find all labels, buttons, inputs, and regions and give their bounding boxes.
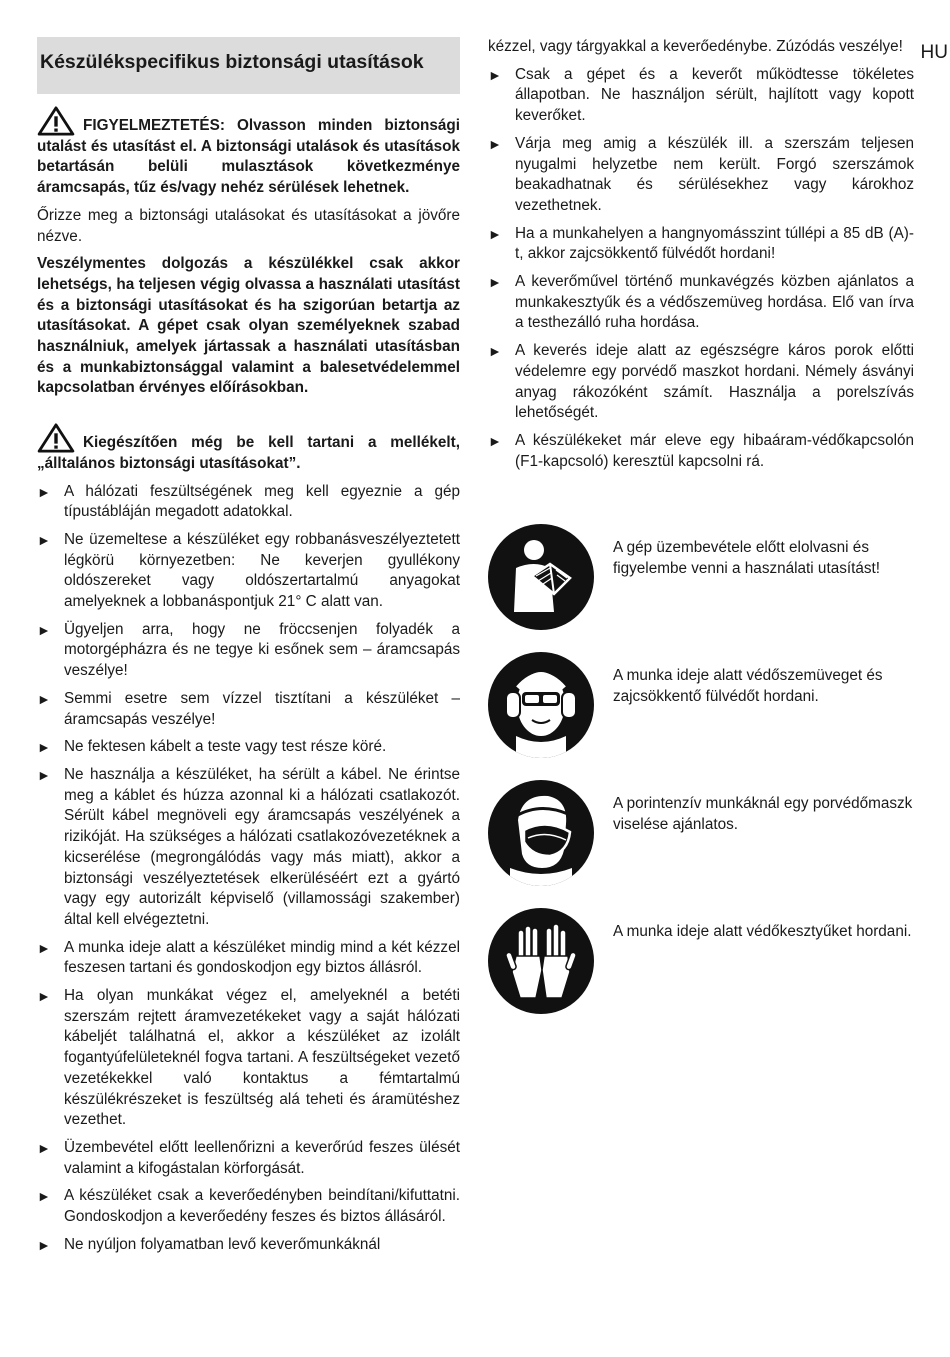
bullet-arrow-icon: ► [37, 939, 51, 956]
list-item: ► Ha a munkahelyen a hangnyomásszint túllépi a 85 dB (A)-t, akkor zajcsökkentő fülvédőt hordani! [488, 224, 914, 263]
list-item: ► A keverés ideje alatt az egészségre káros porok előtti védelemre egy porvédő maszkot hordani. Némely ásványi anyag rákozóként számít. Használja a porelszívás lehetőségét. [488, 342, 914, 422]
list-item: ► A keverőművel történő munkavégzés közben ajánlatos a munkakesztyűk és a védőszemüveg hordása. Elő van írva a testhezálló ruha hordása. [488, 273, 914, 332]
left-bullet-list [37, 482, 460, 1256]
symbol-text: A gép üzembevétele előtt elolvasni és figyelembe venni a használati utasítást! [613, 539, 881, 578]
bullet-arrow-icon: ► [37, 1139, 51, 1156]
bullet-arrow-icon: ► [37, 531, 51, 548]
right-bullet-list [488, 65, 914, 473]
list-item: ► Ne nyúljon folyamatban levő keverőmunkáknál [37, 1235, 460, 1256]
warning-label: FIGYELMEZTETÉS [83, 117, 220, 134]
bullet-arrow-icon: ► [488, 274, 502, 291]
general-safety-note: Kiegészítően még be kell tartani a mellékelt, „álltalános biztonsági utasításokat”. [37, 434, 460, 472]
bullet-arrow-icon: ► [488, 135, 502, 152]
section-title: Készülékspecifikus biztonsági utasítások [37, 37, 460, 94]
bullet-arrow-icon: ► [37, 766, 51, 783]
symbol-gloves [488, 908, 914, 1036]
bullet-arrow-icon: ► [37, 621, 51, 638]
warning-triangle-icon [37, 423, 75, 453]
bullet-arrow-icon: ► [37, 988, 51, 1005]
symbol-text: A munka ideje alatt védőszemüveget és zajcsökkentő fülvédőt hordani. [613, 667, 883, 706]
bullet-arrow-icon: ► [488, 225, 502, 242]
gloves-icon [488, 908, 594, 1014]
list-item: ► A készülékeket már eleve egy hibaáram-védőkapcsolón (F1-kapcsoló) keresztül kapcsolni rá. [488, 431, 914, 470]
list-item: ► A készüléket csak a keverőedényben beindítani/kifuttatni. Gondoskodjon a keverőedény feszes és biztos állásáról. [37, 1187, 460, 1226]
safe-work-paragraph: Veszélymentes dolgozás a készülékkel csak akkor lehetségs, ha teljesen végig olvassa a használati utasítást és a biztonsági utasításokat és ha szigorúan betartja az utasításokat. A gépet csak olyan személyeknek szabad használniuk, amelyek jártassak a használati utasításban és a munkabiztonsággal valamint a balesetvédelemmel kapcsolatban érvényes előírásokban. [37, 255, 460, 397]
list-item: ► Üzembevétel előtt leellenőrizni a keverőrúd feszes ülését valamint a kifogástalan körforgását. [37, 1138, 460, 1177]
bullet-arrow-icon: ► [488, 432, 502, 449]
symbol-text: A porintenzív munkáknál egy porvédőmaszk viselése ajánlatos. [613, 795, 913, 834]
symbol-goggles-earmuffs [488, 652, 914, 780]
bullet-arrow-icon: ► [37, 483, 51, 500]
continued-text: kézzel, vagy tárgyakkal a keverőedénybe. Zúzódás veszélye! [488, 38, 903, 55]
list-item: ► Csak a gépet és a keverőt működtesse tökéletes állapotban. Ne használjon sérült, hajlított vagy kopott keverőket. [488, 65, 914, 125]
bullet-arrow-icon: ► [37, 1188, 51, 1205]
warning-text: : Olvasson minden biztonsági utalást és utasítást el. A biztonsági utalások és utasítások betartásán belüli mulasztások következménye áramcsapás, tűz és/vagy nehéz sérülések lehetnek. [37, 117, 460, 197]
list-item: ► Ne használja a készüléket, ha sérült a kábel. Ne érintse meg a káblet és húzza azonnal ki a hálózati csatlakozót. Sérült kábel megnöveli egy áramcsapás veszélyének a rizikóját. Ha szükséges a hálózati csatlakozóvezetéknek a kicserélése (megrongálódás vagy más miatt), akkor a biztonsági veszélyeztetések elkerüléséért ezt a gyártó vagy egy autorizált képviselő (villamossági szakember) által kell elvégeztetni. [37, 765, 460, 928]
language-tag: HU [920, 42, 948, 63]
bullet-arrow-icon: ► [37, 690, 51, 707]
list-item: ► Ügyeljen arra, hogy ne fröccsenjen folyadék a motorgépházra és ne tegye ki esőnek sem – áramcsapás veszélye! [37, 620, 460, 680]
symbol-text: A munka ideje alatt védőkesztyűket hordani. [613, 923, 912, 941]
list-item: ► Ne üzemeltese a készüléket egy robbanásveszélyeztetett légkörü környezetben: Ne keverjen gyullékony oldószereket vagy oldószertartalmú anyagokat amelyeknek a lobbanáspontjuk 21° C alatt van. [37, 530, 460, 611]
warning-paragraph-2 [37, 433, 460, 474]
bullet-arrow-icon: ► [37, 739, 51, 756]
warning-triangle-icon [37, 106, 75, 136]
bullet-arrow-icon: ► [37, 1236, 51, 1253]
list-item: ► Várja meg amig a készülék ill. a szerszám teljesen nyugalmi helyzetbe nem került. Forgó szerszámok beakadhatnak és sérülésekhez vagy károkhoz vezethetnek. [488, 134, 914, 214]
dust-mask-icon [488, 780, 594, 886]
goggles-earmuffs-icon [488, 652, 594, 758]
list-item: ► A munka ideje alatt a készüléket mindig mind a két kézzel feszesen tartani és gondoskodjon egy biztos állásról. [37, 938, 460, 977]
right-column [488, 37, 914, 1036]
warning-paragraph-1 [37, 116, 460, 199]
read-manual-icon [488, 524, 594, 630]
bullet-arrow-icon: ► [488, 343, 502, 360]
list-item: ► Ne fektesen kábelt a teste vagy test része köré. [37, 737, 460, 758]
symbol-read-manual [488, 524, 914, 652]
bullet-arrow-icon: ► [488, 66, 502, 83]
list-item: ► A hálózati feszültségének meg kell egyeznie a gép típustábláján megadott adatokkal. [37, 482, 460, 521]
left-column [37, 37, 460, 1262]
keep-instructions: Őrizze meg a biztonsági utalásokat és utasításokat a jövőre nézve. [37, 206, 460, 245]
list-item: ► Ha olyan munkákat végez el, amelyeknél a betéti szerszám rejtett áramvezetékeket vagy a saját hálózati kábeljét találhatná el, akkor a készüléket az izolált fogantyúfelületeknél fogva tartani. A feszültségeket vezető vezetékekkel való kontaktus a fémtartalmú készülékrészeket is feszültség alá teheti és áramütéshez vezethet. [37, 987, 460, 1129]
symbol-dust-mask [488, 780, 914, 908]
list-item: ► Semmi esetre sem vízzel tisztítani a készüléket – áramcsapás veszélye! [37, 689, 460, 728]
